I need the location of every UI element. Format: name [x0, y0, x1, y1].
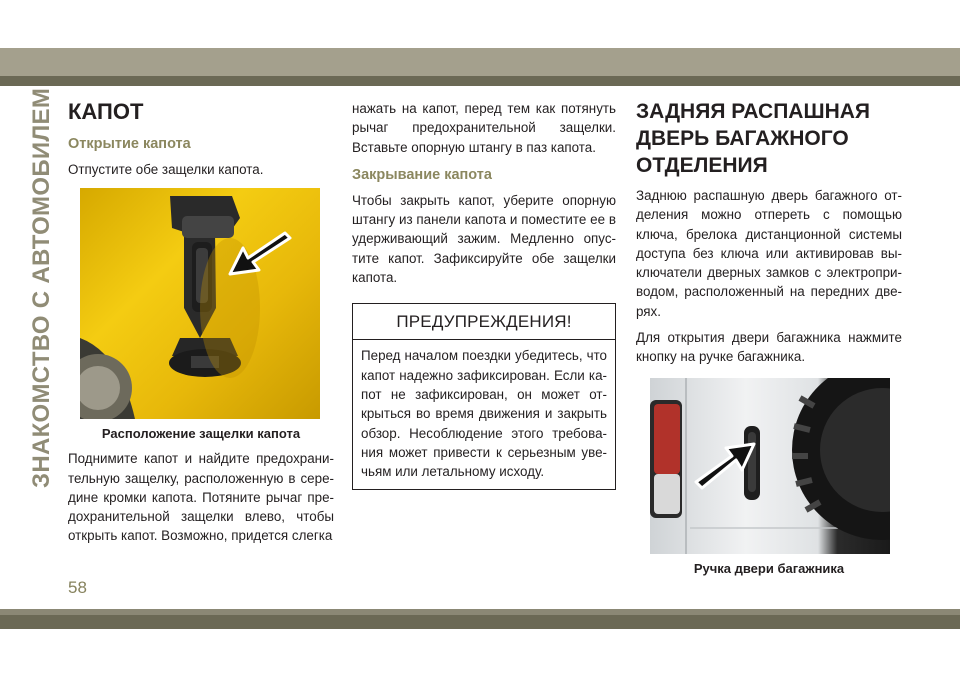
- hood-latch-illustration: [80, 188, 320, 419]
- hood-opening-text: Поднимите капот и найдите предохрани-тельную защелку, расположенную в сере-дине кромки капота. Потяните рычаг пре-дохранительной защелки влево, чтобы открыть капот. Возможно, придется слегка: [68, 451, 334, 544]
- header-band-light: [0, 48, 960, 76]
- liftgate-heading-line2: ДВЕРЬ БАГАЖНОГО: [636, 127, 849, 150]
- liftgate-handle-illustration: [650, 378, 890, 554]
- hood-latch-photo: [80, 188, 320, 419]
- column-liftgate: [636, 98, 902, 577]
- column-hood-opening: [68, 98, 334, 546]
- hood-heading: КАПОТ: [68, 99, 144, 124]
- hood-opening-heading: Открытие капота: [68, 136, 191, 152]
- section-sidebar-title: ЗНАКОМСТВО С АВТОМОБИЛЕМ: [28, 87, 55, 488]
- liftgate-handle-caption: Ручка двери багажника: [693, 560, 845, 576]
- header-band-dark: [0, 76, 960, 86]
- liftgate-open-text: Для открытия двери багажника нажмите кнопку на ручке багажника.: [636, 330, 902, 365]
- hood-opening-text-continued: нажать на капот, перед тем как потянуть рычаг предохранительной защелки. Вставьте опорную штангу в паз капота.: [352, 101, 616, 155]
- liftgate-heading-line1: ЗАДНЯЯ РАСПАШНАЯ: [636, 100, 871, 123]
- page-number: 58: [68, 578, 87, 597]
- liftgate-text: Заднюю распашную дверь багажного от-деления можно отпереть с помощью ключа, брелока дистанционной системы доступа без ключа или активировав вы-ключатели дверных замков с электропри-водом, расположенный на передних две-рях.: [636, 188, 902, 319]
- warning-title: ПРЕДУПРЕЖДЕНИЯ!: [353, 304, 615, 340]
- footer-band-dark: [0, 615, 960, 629]
- column-hood-closing: [352, 98, 616, 490]
- liftgate-handle-photo: [650, 378, 890, 554]
- warning-text: Перед началом поездки убедитесь, что капот надежно зафиксирован. Если ка-пот не зафиксирован, он может от-крыться во время движения и закрыть обзор. Несоблюдение этого требова-ния может привести к серьезным уве-чьям или летальному исходу.: [361, 348, 607, 480]
- hood-closing-text: Чтобы закрыть капот, уберите опорную штангу из панели капота и поместите ее в удерживающий зажим. Медленно опус-тите капот. Зафиксируйте обе защелки капота.: [352, 192, 616, 286]
- hood-opening-intro: Отпустите обе защелки капота.: [68, 162, 264, 177]
- liftgate-heading-line3: ОТДЕЛЕНИЯ: [636, 154, 768, 177]
- hood-closing-heading: Закрывание капота: [352, 166, 492, 183]
- warning-box: [352, 303, 616, 490]
- hood-latch-caption: Расположение защелки капота: [101, 426, 301, 442]
